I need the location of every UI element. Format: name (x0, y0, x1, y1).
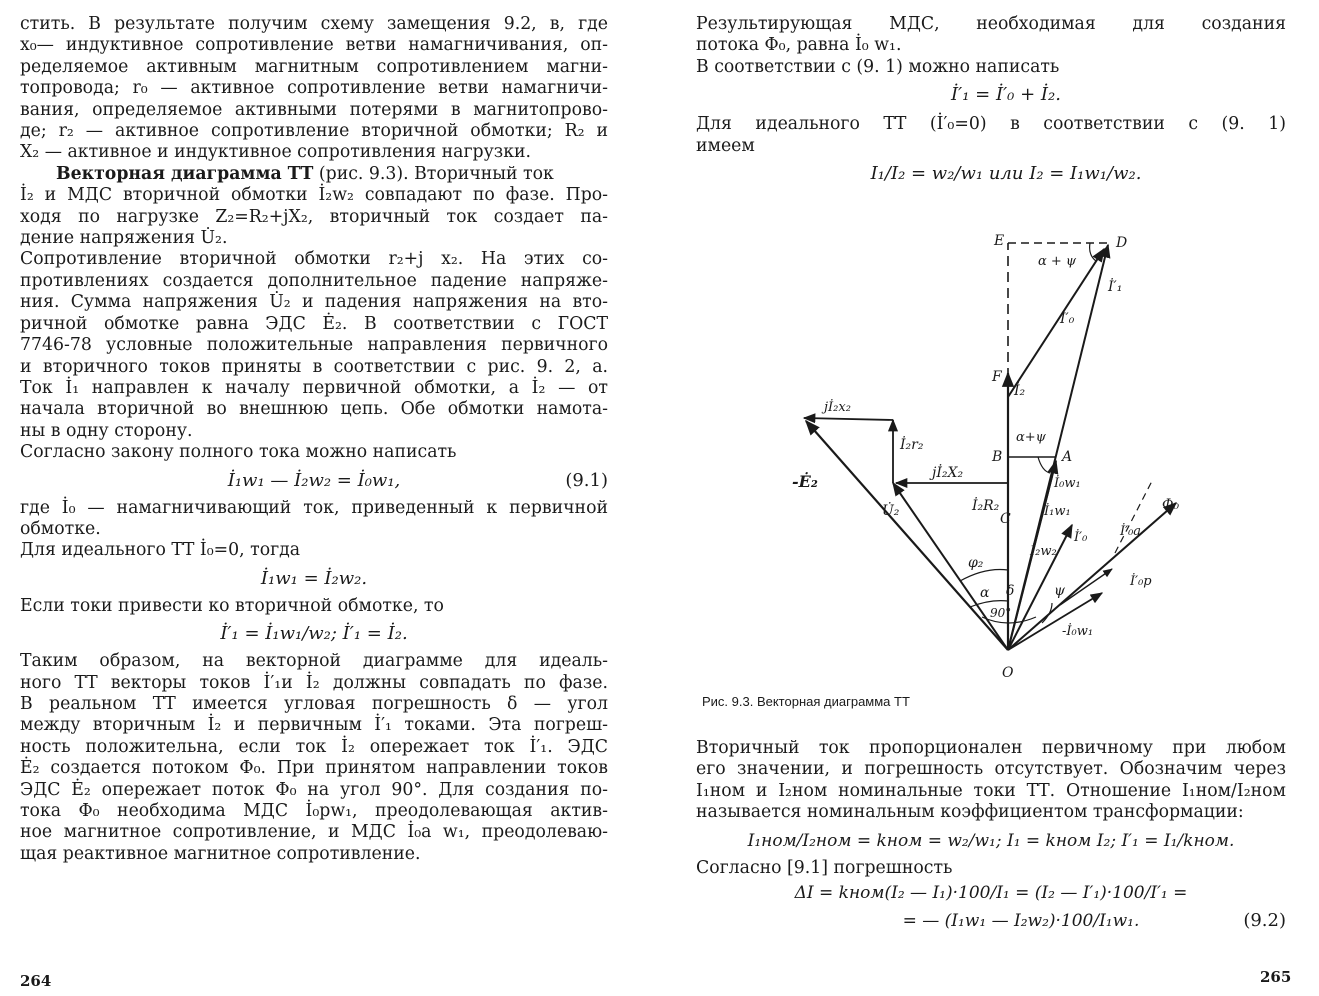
text-line: ность положительна, если ток İ₂ опережает ток İ′₁. ЭДС (20, 736, 608, 757)
angle-arc-alpha-psi-mid (1038, 457, 1050, 473)
label-neg-E2: -Ė₂ (792, 472, 818, 491)
text-line: ное магнитное сопротивление, и МДС İ₀a w₁, преодолеваю- (20, 822, 608, 843)
text-line: ричной обмотке равна ЭДС Ė₂. В соответствии с ГОСТ (20, 313, 608, 334)
label-I1w1: İ₁w₁ (1044, 504, 1071, 519)
text-line: Вторичный ток пропорционален первичному при любом (696, 738, 1286, 758)
text-line: İ₂ и МДС вторичной обмотки İ₂w₂ совпадают по фазе. Про- (20, 185, 608, 206)
label-Phi0: Φ₀ (1162, 497, 1180, 513)
right-page-text-bottom (696, 738, 1286, 935)
text-line: Для идеального ТТ İ₀=0, тогда (20, 540, 301, 561)
text-line: ходя по нагрузке Z₂=R₂+jX₂, вторичный ток создает па- (20, 206, 608, 227)
vector-neg-E2 (806, 421, 1008, 650)
page-number-right: 265 (1260, 968, 1292, 986)
text-line: имеем (696, 135, 755, 156)
label-E: E (994, 233, 1005, 249)
text-line: щая реактивное магнитное сопротивление. (20, 843, 421, 864)
label-phi2: φ₂ (968, 555, 984, 571)
label-F: F (992, 369, 1002, 385)
text-line: I₁ном и I₂ном номинальные токи ТТ. Отношение I₁ном/I₂ном (696, 780, 1286, 801)
equation-text: İ₁w₁ — İ₂w₂ = İ₀w₁, (227, 469, 401, 491)
label-alpha-psi-top: α + ψ (1038, 254, 1077, 269)
label-O: O (1002, 665, 1014, 681)
text-line: ния. Сумма напряжения U̇₂ и падения напряжения на вто- (20, 292, 608, 313)
text-line: ного ТТ векторы токов İ′₁и İ₂ должны совпадать по фазе. (20, 672, 608, 693)
vector-diagram (790, 225, 1210, 685)
equation-9-2 (696, 907, 1286, 935)
text-line: Ė₂ создается потоком Φ₀. При принятом направлении токов (20, 758, 608, 779)
angle-arc-phi2 (960, 569, 1008, 581)
label-jI2X2: jİ₂X₂ (932, 465, 964, 481)
equation-ratio: I₁/I₂ = w₂/w₁ или I₂ = I₁w₁/w₂. (870, 163, 1142, 185)
text-line: Результирующая МДС, необходимая для создания (696, 14, 1286, 34)
equation-9-1 (20, 464, 608, 498)
label-alpha: α (980, 585, 990, 601)
paragraph-substitution (20, 14, 608, 164)
equation-number: (9.2) (1243, 910, 1286, 932)
vector-I0p-prime (1060, 569, 1112, 605)
left-page (0, 0, 640, 996)
equation-error-line-2: = — (I₁w₁ — I₂w₂)·100/I₁w₁. (902, 911, 1140, 932)
text-line: Таким образом, на векторной диаграмме для идеаль- (20, 651, 608, 672)
text-line: называется номинальным коэффициентом трансформации: (696, 802, 1244, 823)
text-line: его значении, и погрешность отсутствует. Обозначим через (696, 759, 1286, 780)
equation-number: (9.1) (565, 469, 608, 491)
text-line: обмотке. (20, 518, 101, 539)
text-line: Согласно [9.1] погрешность (696, 857, 953, 878)
label-C: C (1000, 511, 1011, 527)
right-page-text-top (696, 14, 1286, 191)
label-I1-prime: İ′₁ (1108, 279, 1123, 295)
text-line: Согласно закону полного тока можно написать (20, 442, 457, 463)
section-heading: Векторная диаграмма ТТ (56, 163, 314, 184)
text-line: потока Φ₀, равна İ₀ w₁. (696, 35, 902, 56)
label-I2R2: İ₂R₂ (972, 498, 1000, 514)
equation-error-line-1: ΔI = kном(I₂ — I₁)·100/I₁ = (I₂ — I′₁)·100/I′₁ = (794, 883, 1188, 904)
paragraph-angular-error (20, 651, 608, 865)
text-line: тока Φ₀ необходима МДС İ₀pw₁, преодолевающая актив- (20, 801, 608, 821)
label-A: A (1062, 449, 1073, 465)
paragraph-vector (20, 185, 608, 463)
label-I2r2: İ₂r₂ (900, 437, 924, 453)
label-U2: U̇₂ (882, 503, 900, 519)
label-neg-I0w1: -İ₀w₁ (1062, 624, 1094, 639)
vector-jI2x2 (804, 418, 893, 420)
text-line: ЭДС Ė₂ опережает поток Φ₀ на угол 90°. Для создания по- (20, 779, 608, 800)
equation-reduced: İ′₁ = İ₁w₁/w₂; İ′₁ = İ₂. (220, 623, 408, 645)
label-I2w2: İ₂w₂ (1030, 544, 1057, 559)
text-line: начала вторичной во внешнюю цепь. Обе обмотки намота- (20, 399, 608, 420)
label-I0-prime-top: İ′₀ (1060, 311, 1075, 327)
left-page-text (20, 14, 608, 865)
text-line: В реальном ТТ имеется угловая погрешность δ — угол (20, 693, 608, 714)
label-alpha-psi-mid: α+ψ (1016, 430, 1046, 445)
label-D: D (1116, 235, 1128, 251)
text-line: Сопротивление вторичной обмотки r₂+j x₂. На этих со- (20, 249, 608, 270)
text-line: стить. В результате получим схему замещения 9.2, в, где (20, 14, 608, 34)
text-line: и вторичного токов приняты в соответствии с рис. 9. 2, а. (20, 356, 608, 377)
text-line: x₀— индуктивное сопротивление ветви намагничивания, оп- (20, 35, 608, 56)
text-line: Если токи привести ко вторичной обмотке, то (20, 595, 444, 616)
text-line: 7746-78 условные положительные направления первичного (20, 335, 608, 356)
equation-sum: İ′₁ = İ′₀ + İ₂. (951, 84, 1061, 106)
angle-arc-alpha-psi-top (1090, 243, 1096, 261)
text-line: где İ₀ — намагничивающий ток, приведенный к первичной (20, 497, 608, 518)
text-line: де; r₂ — активное сопротивление вторичной обмотки; R₂ и (20, 121, 608, 142)
text-line: дение напряжения U̇₂. (20, 228, 228, 249)
text-line: ны в одну сторону. (20, 420, 193, 441)
text-line: ределяемое активным магнитным сопротивлением магни- (20, 56, 608, 77)
vector-diagram-heading-line (20, 164, 608, 185)
figure-caption: Рис. 9.3. Векторная диаграмма ТТ (702, 694, 910, 709)
label-psi: ψ (1054, 583, 1065, 599)
text-line: X₂ — активное и индуктивное сопротивления нагрузки. (20, 142, 532, 163)
text-line: противлениях создается дополнительное падение напряже- (20, 270, 608, 291)
text-line: Для идеального ТТ (İ′₀=0) в соответствии с (9. 1) (696, 114, 1286, 135)
equation-knom: I₁ном/I₂ном = kном = w₂/w₁; I₁ = kном I₂; I′₁ = I₁/kном. (747, 830, 1235, 851)
text-run: (рис. 9.3). Вторичный ток (313, 163, 554, 184)
guide-line-Phi0 (1115, 481, 1152, 553)
text-line: В соответствии с (9. 1) можно написать (696, 56, 1060, 77)
label-90-degrees: 90° (990, 606, 1012, 620)
text-line: топровода; r₀ — активное сопротивление ветви намагничи- (20, 78, 608, 99)
label-I0-prime-mid: İ′₀ (1074, 530, 1088, 545)
label-I2-F: İ₂ (1014, 383, 1026, 399)
label-I0a-prime: İ′₀a (1120, 524, 1142, 539)
equation-ideal: İ₁w₁ = İ₂w₂. (260, 567, 368, 589)
text-line: между вторичным İ₂ и первичным İ′₁ токами. Эта погреш- (20, 715, 608, 736)
text-line: вания, определяемое активными потерями в магнитопрово- (20, 99, 608, 120)
label-I0w1-A: İ₀w₁ (1054, 476, 1081, 491)
right-page (660, 0, 1319, 996)
text-line: Ток İ₁ направлен к началу первичной обмотки, а İ₂ — от (20, 377, 608, 398)
vector-I1w1 (1008, 477, 1052, 650)
label-delta: δ (1006, 583, 1015, 599)
label-I0p-prime: İ′₀p (1130, 574, 1152, 589)
label-B: B (992, 449, 1003, 465)
page-number-left: 264 (20, 972, 52, 990)
label-jI2x2: jİ₂x₂ (824, 400, 851, 415)
